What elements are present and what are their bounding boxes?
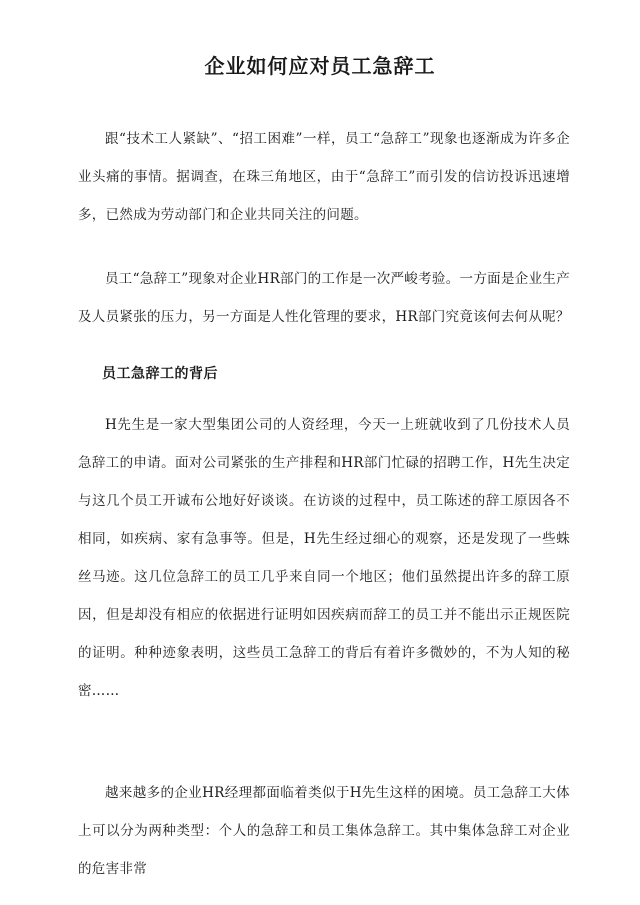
paragraph-hr-challenge: 员工“急辞工”现象对企业HR部门的工作是一次严峻考验。一方面是企业生产及人员紧张的压力，另一方面是人性化管理的要求，HR部门究竟该何去何从呢？	[78, 271, 570, 325]
paragraph-case-story: H先生是一家大型集团公司的人资经理，今天一上班就收到了几份技术人员急辞工的申请。面对公司紧张的生产排程和HR部门忙碌的招聘工作，H先生决定与这几个员工开诚布公地好好谈谈。在访谈的过程中，员工陈述的辞工原因各不相同，如疾病、家有急事等。但是，H先生经过细心的观察，还是发现了一些蛛丝马迹。这几位急辞工的员工几乎来自同一个地区；他们虽然提出许多的辞工原因，但是却没有相应的依据进行证明如因疾病而辞工的员工并不能出示正规医院的证明。种种迹象表明，这些员工急辞工的背后有着许多微妙的，不为人知的秘密……	[78, 417, 570, 699]
section-heading: 员工急辞工的背后	[102, 366, 218, 382]
document-title: 企业如何应对员工急辞工	[204, 54, 436, 78]
paragraph-intro: 跟“技术工人紧缺”、“招工困难”一样，员工“急辞工”现象也逐渐成为许多企业头痛的事情。据调查，在珠三角地区，由于“急辞工”而引发的信访投诉迅速增多，已然成为劳动部门和企业共同关注的问题。	[78, 131, 570, 223]
paragraph-types: 越来越多的企业HR经理都面临着类似于H先生这样的困境。员工急辞工大体上可以分为两种类型：个人的急辞工和员工集体急辞工。其中集体急辞工对企业的危害非常	[78, 785, 570, 877]
